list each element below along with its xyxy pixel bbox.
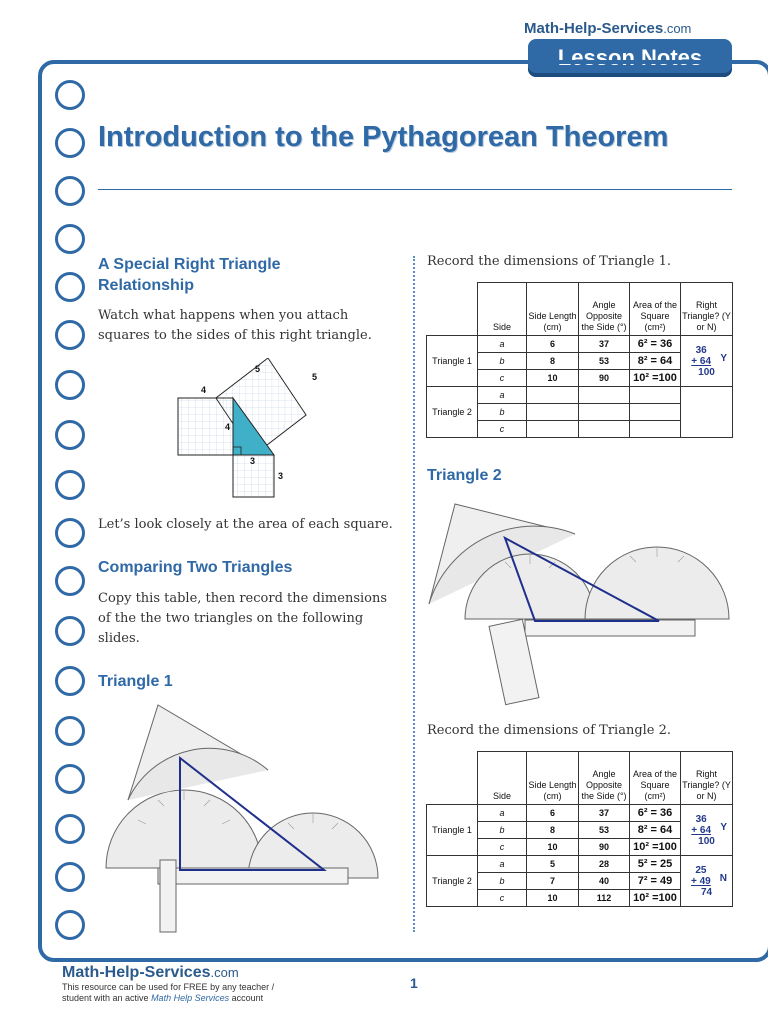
triangle1-protractor-figure (98, 700, 408, 940)
cell-side: a (478, 805, 527, 822)
section-heading-special-triangle: A Special Right Triangle Relationship (98, 256, 281, 294)
cell-length: 10 (527, 890, 579, 907)
cell-length: 10 (527, 839, 579, 856)
cell-side: a (478, 856, 527, 873)
cell-area: 10² =100 (630, 370, 681, 387)
right-answer: Y (720, 352, 727, 364)
protractor-shape (106, 790, 262, 868)
cell-side: c (478, 890, 527, 907)
cell-right-triangle (681, 387, 733, 438)
cell-angle (579, 404, 630, 421)
sum-total: 100 (698, 835, 715, 847)
cell-side: b (478, 353, 527, 370)
cell-area: 5² = 25 (630, 856, 681, 873)
sum-line-1: 36 (695, 813, 707, 825)
dimensions-table-2 (426, 751, 733, 907)
header-brand-suffix: .com (663, 21, 692, 36)
label-side-a: 3 (250, 456, 256, 466)
cell-right-triangle (681, 805, 733, 856)
footer-brand-suffix: .com (210, 965, 239, 980)
cell-angle: 40 (579, 873, 630, 890)
sum-line-2: + 64 (691, 355, 712, 367)
row-label-triangle1: Triangle 1 (427, 805, 478, 856)
cell-area: 8² = 64 (630, 822, 681, 839)
cell-length: 8 (527, 353, 579, 370)
binder-ring-icon (55, 224, 85, 254)
binder-ring-icon (55, 272, 85, 302)
triangle2-heading: Triangle 2 (427, 467, 502, 484)
cell-length: 6 (527, 805, 579, 822)
row-label-triangle1: Triangle 1 (427, 336, 478, 387)
area-text: Let’s look closely at the area of each square. (98, 517, 393, 532)
cell-length (527, 421, 579, 438)
dimensions-table-1 (426, 282, 733, 438)
right-answer: Y (720, 821, 727, 833)
cell-area: 10² =100 (630, 839, 681, 856)
section-text-special-triangle: Watch what happens when you attach squares to the sides of this right triangle. (98, 308, 372, 343)
record-triangle2-text: Record the dimensions of Triangle 2. (427, 723, 672, 738)
protractor-shape (585, 547, 729, 619)
binder-ring-icon (55, 80, 85, 110)
sum-line-2: + 49 (691, 875, 711, 887)
cell-length: 6 (527, 336, 579, 353)
binder-ring-icon (55, 370, 85, 400)
right-answer: N (719, 872, 727, 884)
cell-angle: 53 (579, 822, 630, 839)
cell-angle: 53 (579, 353, 630, 370)
header-right: Right Triangle? (Y or N) (681, 752, 733, 805)
binder-ring-icon (55, 910, 85, 940)
binder-ring-icon (55, 420, 85, 450)
cell-side: c (478, 421, 527, 438)
cell-side: b (478, 873, 527, 890)
ruler-shape (160, 860, 176, 932)
label-sq-c: 5 (312, 372, 318, 382)
cell-angle: 90 (579, 370, 630, 387)
cell-area: 6² = 36 (630, 805, 681, 822)
binder-ring-icon (55, 764, 85, 794)
header-length: Side Length (cm) (527, 283, 579, 336)
title-rule (98, 189, 732, 190)
ruler-shape (525, 620, 695, 636)
sum-total: 100 (698, 366, 715, 378)
binder-ring-icon (55, 862, 85, 892)
cell-angle (579, 421, 630, 438)
header-brand-name: Math-Help-Services (524, 20, 664, 37)
triangle2-protractor-figure (425, 494, 735, 710)
binder-ring-icon (55, 716, 85, 746)
sum-line-1: 25 (695, 864, 707, 876)
footer-brand (62, 964, 362, 982)
label-sq-b: 4 (201, 385, 207, 395)
cell-length: 5 (527, 856, 579, 873)
sum-line-1: 36 (695, 344, 707, 356)
cell-area: 7² = 49 (630, 873, 681, 890)
header-side: Side (478, 752, 527, 805)
table-corner (427, 752, 478, 805)
cell-angle: 37 (579, 805, 630, 822)
cell-right-triangle (681, 856, 733, 907)
cell-length (527, 404, 579, 421)
header-side: Side (478, 283, 527, 336)
lesson-notes-tab: Lesson Notes (528, 39, 732, 77)
cell-side: c (478, 839, 527, 856)
cell-area (630, 387, 681, 404)
pythagorean-squares-figure (160, 358, 320, 500)
header-right: Right Triangle? (Y or N) (681, 283, 733, 336)
table-corner (427, 283, 478, 336)
cell-side: c (478, 370, 527, 387)
cell-area (630, 404, 681, 421)
label-side-c: 5 (255, 364, 261, 374)
footer-brand-name: Math-Help-Services (62, 964, 211, 981)
cell-right-triangle (681, 336, 733, 387)
footer-line-2 (62, 993, 362, 1004)
page-title: Introduction to the Pythagorean Theorem (98, 121, 669, 153)
cell-angle (579, 387, 630, 404)
cell-angle: 112 (579, 890, 630, 907)
footer-line-2-brand: Math Help Services (151, 993, 230, 1003)
cell-area (630, 421, 681, 438)
cell-side: a (478, 336, 527, 353)
row-label-triangle2: Triangle 2 (427, 856, 478, 907)
footer-line-2-suffix: account (229, 993, 264, 1003)
label-sq-a: 3 (278, 471, 284, 481)
footer-line-1: This resource can be used for FREE by any teacher / (62, 982, 275, 992)
cell-area: 6² = 36 (630, 336, 681, 353)
cell-side: b (478, 404, 527, 421)
section-heading-comparing: Comparing Two Triangles (98, 559, 293, 576)
binder-ring-icon (55, 470, 85, 500)
header-length: Side Length (cm) (527, 752, 579, 805)
cell-area: 10² =100 (630, 890, 681, 907)
cell-angle: 37 (579, 336, 630, 353)
header-area: Area of the Square (cm²) (630, 752, 681, 805)
binder-ring-icon (55, 814, 85, 844)
sum-line-2: + 64 (691, 824, 712, 836)
binder-ring-icon (55, 128, 85, 158)
column-divider (413, 256, 415, 932)
binder-ring-icon (55, 518, 85, 548)
cell-side: b (478, 822, 527, 839)
binder-ring-icon (55, 176, 85, 206)
page-number: 1 (410, 975, 418, 991)
cell-length: 7 (527, 873, 579, 890)
binder-ring-icon (55, 616, 85, 646)
header-brand (524, 20, 691, 37)
binder-ring-icon (55, 566, 85, 596)
cell-angle: 90 (579, 839, 630, 856)
header-angle: Angle Opposite the Side (°) (579, 283, 630, 336)
header-angle: Angle Opposite the Side (°) (579, 752, 630, 805)
label-side-b: 4 (225, 422, 231, 432)
row-label-triangle2: Triangle 2 (427, 387, 478, 438)
header-area: Area of the Square (cm²) (630, 283, 681, 336)
cell-length: 8 (527, 822, 579, 839)
triangle1-heading: Triangle 1 (98, 673, 173, 690)
record-triangle1-text: Record the dimensions of Triangle 1. (427, 254, 672, 269)
sum-total: 74 (700, 886, 713, 898)
section-text-comparing: Copy this table, then record the dimensions of the the two triangles on the following slides. (98, 591, 388, 646)
footer (62, 964, 362, 1004)
cell-area: 8² = 64 (630, 353, 681, 370)
cell-length: 10 (527, 370, 579, 387)
cell-length (527, 387, 579, 404)
footer-line-2-prefix: student with an active (62, 993, 152, 1003)
cell-angle: 28 (579, 856, 630, 873)
cell-side: a (478, 387, 527, 404)
binder-ring-icon (55, 666, 85, 696)
binder-ring-icon (55, 320, 85, 350)
